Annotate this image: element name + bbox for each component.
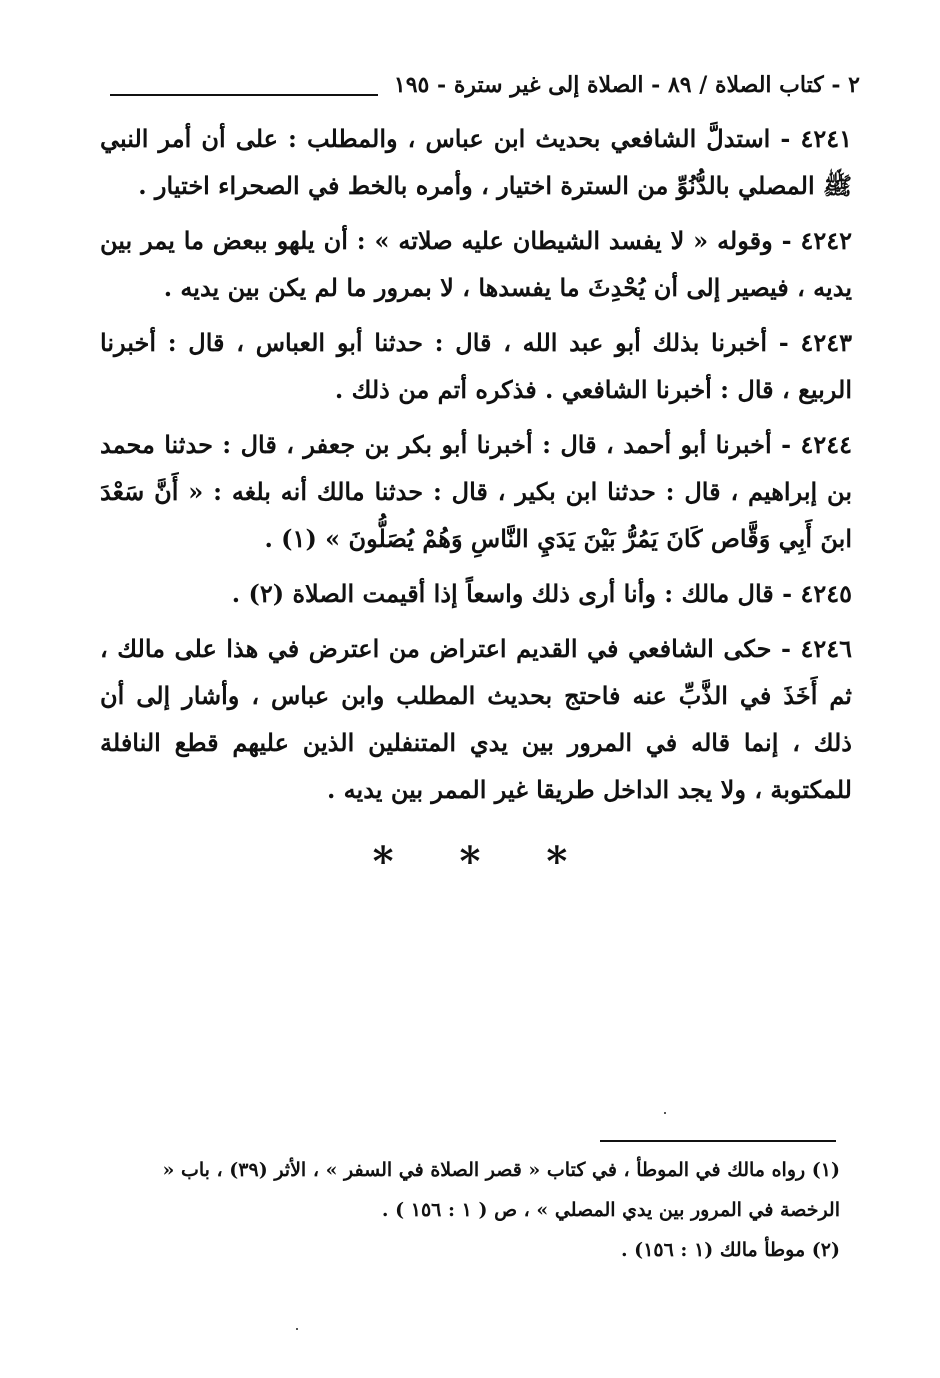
header-text: ٢ - كتاب الصلاة / ٨٩ - الصلاة إلى غير سترة - ١٩٥ <box>393 72 860 98</box>
footnote-1: (١) رواه مالك في الموطأ ، في كتاب « قصر الصلاة في السفر » ، الأثر (٣٩) ، باب « الرخصة في المرور بين يدي المصلي » ، ص ( ١ : ١٥٦ ) . <box>162 1159 840 1221</box>
paragraph-4244: ٤٢٤٤ - أخبرنا أبو أحمد ، قال : أخبرنا أبو بكر بن جعفر ، قال : حدثنا محمد بن إبراهيم ، قال : حدثنا ابن بكير ، قال : حدثنا مالك أنه بلغه : « أَنَّ سَعْدَ ابنَ أَبِي وَقَّاص كَانَ يَمُرُّ بَيْنَ يَدَيِ النَّاسِ وَهُمْ يُصَلُّونَ » (١) . <box>100 430 853 553</box>
section-separator <box>0 838 940 885</box>
paragraph-4243: ٤٢٤٣ - أخبرنا بذلك أبو عبد الله ، قال : حدثنا أبو العباس ، قال : أخبرنا الربيع ، قال : أخبرنا الشافعي . فذكره أتم من ذلك . <box>100 328 852 404</box>
paragraph-4242: ٤٢٤٢ - وقوله « لا يفسد الشيطان عليه صلاته » : أن يلهو ببعض ما يمر بين يديه ، فيصير إلى أن يُحْدِثَ ما يفسدها ، لا بمرور ما لم يكن بين يديه . <box>100 226 852 302</box>
scan-speck <box>296 1328 298 1330</box>
main-text <box>100 115 852 821</box>
scan-speck <box>664 1112 666 1114</box>
footnotes <box>100 1150 840 1270</box>
header-rule <box>110 94 378 96</box>
separator-star: * <box>459 838 481 885</box>
running-header <box>110 58 860 98</box>
separator-star: * <box>372 838 394 885</box>
paragraph-4241: ٤٢٤١ - استدلَّ الشافعي بحديث ابن عباس ، والمطلب : على أن أمر النبي ﷺ المصلي بالدُّنُوِّ من السترة اختيار ، وأمره بالخط في الصحراء اختيار . <box>100 124 852 200</box>
separator-star: * <box>546 838 568 885</box>
footnote-2: (٢) موطأ مالك (١ : ١٥٦) . <box>620 1239 840 1261</box>
paragraph-4246: ٤٢٤٦ - حكى الشافعي في القديم اعتراض من اعترض في هذا على مالك ، ثم أَخَذَ في الذَّبِّ عنه فاحتج بحديث المطلب وابن عباس ، وأشار إلى أن ذلك ، إنما قاله في المرور بين يدي المتنفلين الذين عليهم قطع النافلة للمكتوبة ، ولا يجد الداخل طريقا غير الممر بين يديه . <box>100 634 852 804</box>
footnote-rule <box>600 1140 836 1142</box>
paragraph-4245: ٤٢٤٥ - قال مالك : وأنا أرى ذلك واسعاً إذا أقيمت الصلاة (٢) . <box>231 579 852 608</box>
